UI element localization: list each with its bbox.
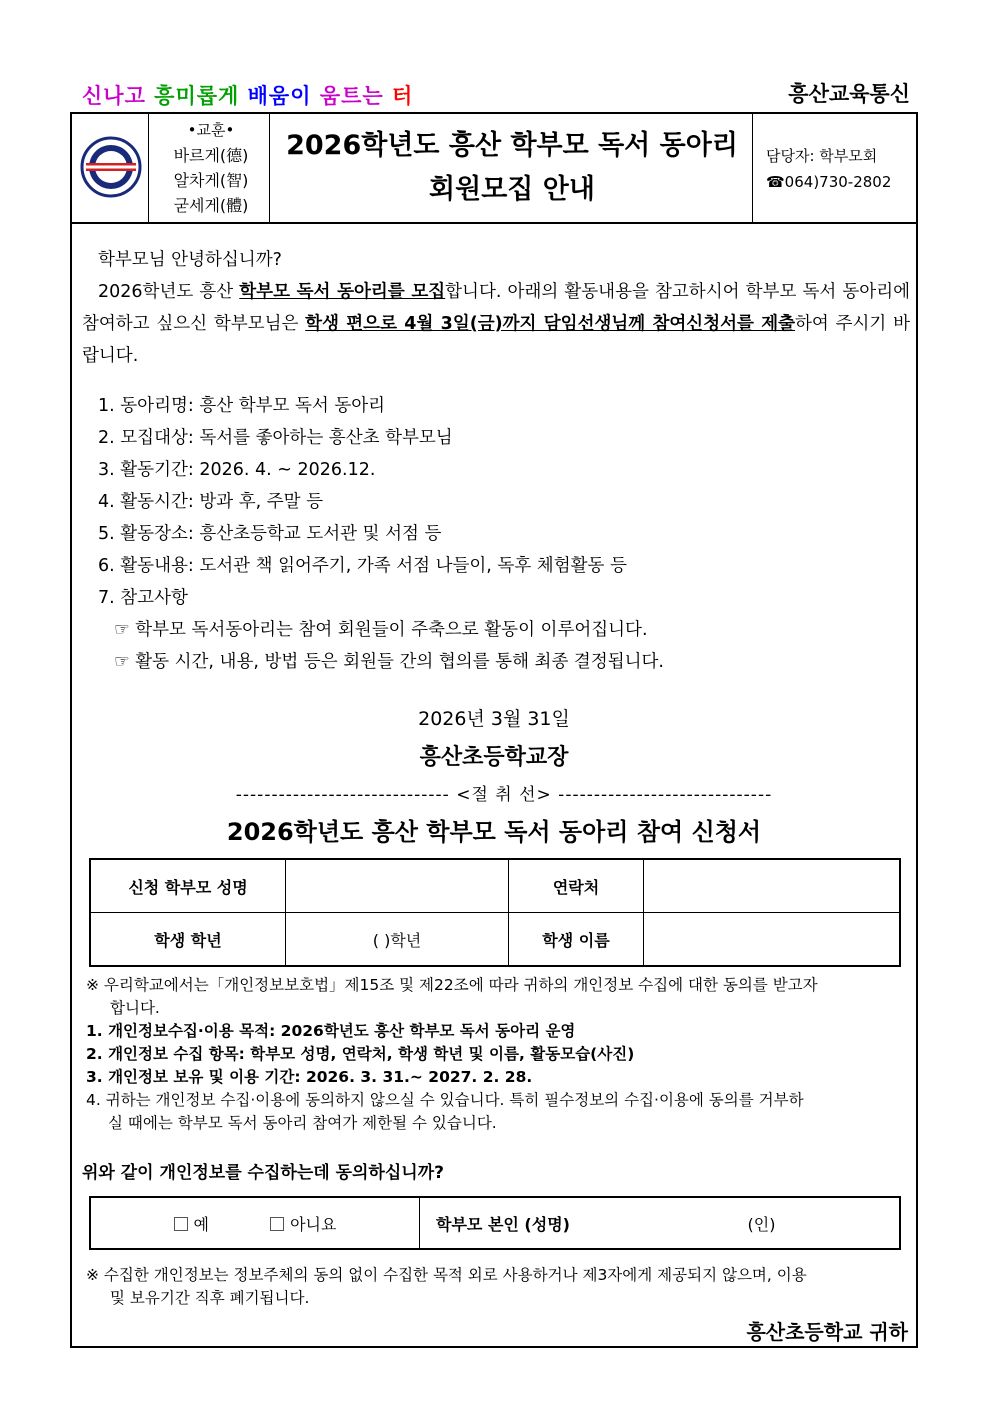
list-item: 7. 참고사항: [98, 588, 188, 608]
consent-question: 위와 같이 개인정보를 수집하는데 동의하십니까?: [82, 1163, 444, 1183]
document-title: [272, 124, 752, 212]
contact-manager: 담당자: 학부모회: [766, 147, 878, 165]
school-logo-icon: [80, 136, 142, 198]
slogan-part-1: 신나고: [82, 84, 146, 108]
form-title: 2026학년도 흥산 학부모 독서 동아리 참여 신청서: [226, 818, 762, 846]
grade-label: 학생 학년: [90, 913, 286, 967]
club-details-list: [98, 390, 627, 614]
table-row: [90, 1197, 900, 1249]
consent-yes-option[interactable]: [174, 1215, 209, 1234]
motto-title: •교훈•: [187, 121, 235, 139]
signer-cell[interactable]: [420, 1197, 901, 1249]
motto-line: 알차게(智): [173, 171, 249, 190]
consent-yes-label: 예: [193, 1214, 209, 1234]
seal-mark: (인): [747, 1214, 776, 1234]
contact-label: 연락처: [509, 859, 644, 913]
parent-name-label: 신청 학부모 성명: [90, 859, 286, 913]
footnote-line: ※ 수집한 개인정보는 정보주체의 동의 없이 수집한 목적 외로 사용하거나 제3자에게 제공되지 않으며, 이용: [86, 1266, 807, 1284]
cut-line: ------------------------------ <절 취 선> ------------------------------: [235, 785, 773, 805]
issue-date: 2026년 3월 31일: [418, 708, 570, 730]
slogan: [82, 80, 413, 110]
checkbox-icon[interactable]: [270, 1217, 284, 1231]
slogan-part-3: 배움이: [247, 84, 312, 108]
intro-text: [82, 244, 910, 372]
intro-text-part: 하여 주시기 바랍니다.: [82, 314, 910, 366]
privacy-item: 실 때에는 학부모 독서 동아리 참여가 제한될 수 있습니다.: [108, 1114, 497, 1132]
student-name-field[interactable]: [644, 913, 901, 967]
intro-highlight-deadline: 학생 편으로 4월 3일(금)까지 담임선생님께 참여신청서를 제출: [305, 314, 796, 334]
list-item: 4. 활동시간: 방과 후, 주말 등: [98, 492, 324, 512]
consent-options: [90, 1197, 420, 1249]
list-item: 3. 활동기간: 2026. 4. ~ 2026.12.: [98, 460, 376, 480]
list-item: 2. 모집대상: 독서를 좋아하는 흥산초 학부모님: [98, 428, 453, 448]
contact-field[interactable]: [644, 859, 901, 913]
signer-label: 학부모 본인 (성명): [436, 1214, 570, 1234]
note-item: ☞ 학부모 독서동아리는 참여 회원들이 주축으로 활동이 이루어집니다.: [114, 620, 648, 640]
privacy-notice-line: ※ 우리학교에서는「개인정보보호법」제15조 및 제22조에 따라 귀하의 개인정보 수집에 대한 동의를 받고자: [86, 976, 818, 994]
footnote-line: 및 보유기간 직후 폐기됩니다.: [110, 1289, 310, 1307]
consent-no-label: 아니요: [290, 1214, 337, 1234]
title-line-1: 2026학년도 흥산 학부모 독서 동아리: [286, 130, 738, 161]
principal-signature: 흥산초등학교장: [419, 745, 569, 770]
title-line-2: 회원모집 안내: [429, 174, 595, 205]
motto-line: 바르게(德): [173, 146, 249, 165]
intro-text-part: 합니다. 아래의 활동내용을 참고하시어 학부모 독서 동아리에 참여하고 싶으신 학부모님은: [82, 282, 910, 334]
publication-name: 흥산교육통신: [788, 82, 910, 106]
addressee: 흥산초등학교 귀하: [746, 1320, 908, 1344]
motto-line: 굳세게(體): [173, 196, 249, 215]
application-table: [89, 858, 901, 967]
list-item: 5. 활동장소: 흥산초등학교 도서관 및 서점 등: [98, 524, 442, 544]
consent-table: [89, 1196, 901, 1250]
slogan-part-2: 흥미롭게: [154, 84, 240, 108]
table-row: [90, 859, 900, 913]
retention-footnote: [86, 1264, 912, 1310]
reference-notes: [114, 614, 664, 678]
student-name-label: 학생 이름: [509, 913, 644, 967]
slogan-part-4: 움트는: [319, 84, 384, 108]
slogan-part-5: 터: [391, 84, 414, 108]
parent-name-field[interactable]: [286, 859, 509, 913]
privacy-item: 4. 귀하는 개인정보 수집·이용에 동의하지 않으실 수 있습니다. 특히 필수정보의 수집·이용에 동의를 거부하: [86, 1091, 804, 1109]
privacy-item: 1. 개인정보수집·이용 목적: 2026학년도 흥산 학부모 독서 동아리 운영: [86, 1022, 576, 1040]
table-row: [90, 913, 900, 967]
checkbox-icon[interactable]: [174, 1217, 188, 1231]
intro-highlight-recruit: 학부모 독서 동아리를 모집: [239, 282, 446, 302]
note-item: ☞ 활동 시간, 내용, 방법 등은 회원들 간의 협의를 통해 최종 결정됩니다.: [114, 652, 664, 672]
contact-info: [766, 143, 891, 195]
grade-field[interactable]: ( )학년: [286, 913, 509, 967]
privacy-notice: [86, 974, 912, 1135]
intro-text-part: 2026학년도 흥산: [98, 282, 240, 302]
privacy-item: 2. 개인정보 수집 항목: 학부모 성명, 연락처, 학생 학년 및 이름, 활동모습(사진): [86, 1045, 635, 1063]
school-motto: [152, 118, 270, 218]
contact-phone: ☎064)730-2802: [766, 173, 892, 191]
privacy-item: 3. 개인정보 보유 및 이용 기간: 2026. 3. 31.~ 2027. 2. 28.: [86, 1068, 533, 1086]
list-item: 6. 활동내용: 도서관 책 읽어주기, 가족 서점 나들이, 독후 체험활동 등: [98, 556, 627, 576]
consent-no-option[interactable]: [270, 1215, 336, 1234]
privacy-notice-line: 합니다.: [110, 999, 160, 1017]
intro-paragraph: [82, 276, 910, 372]
list-item: 1. 동아리명: 흥산 학부모 독서 동아리: [98, 396, 386, 416]
greeting: 학부모님 안녕하십니까?: [98, 250, 282, 270]
